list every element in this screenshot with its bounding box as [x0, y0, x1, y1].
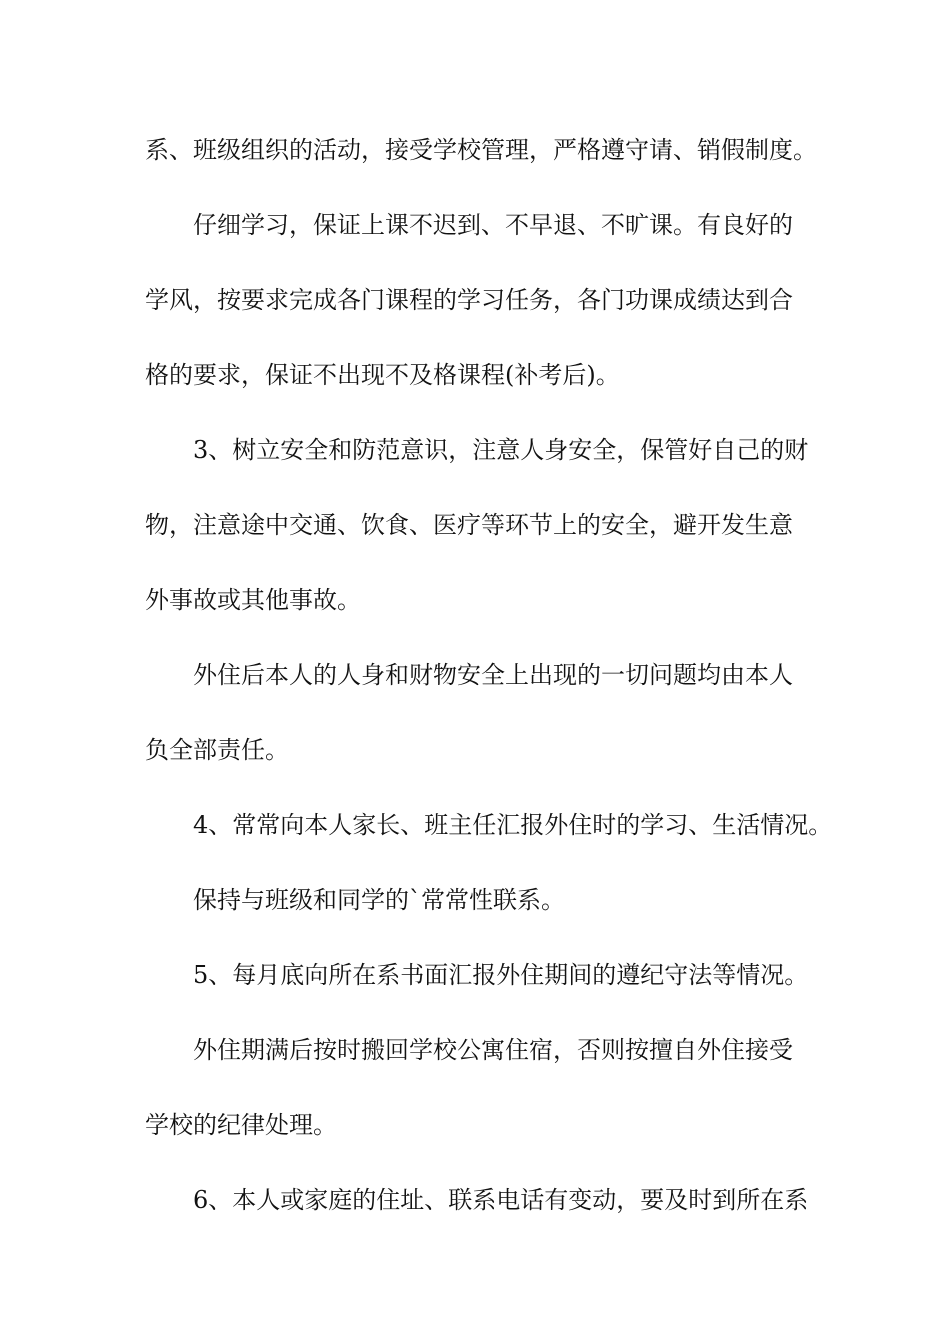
text-line: 格的要求，保证不出现不及格课程(补考后)。	[145, 361, 620, 389]
text-line: 外住后本人的人身和财物安全上出现的一切问题均由本人	[193, 661, 793, 689]
text-line: 外事故或其他事故。	[145, 586, 361, 614]
text-line: 外住期满后按时搬回学校公寓住宿，否则按擅自外住接受	[193, 1036, 793, 1064]
text-line: 3、树立安全和防范意识，注意人身安全，保管好自己的财	[193, 436, 809, 464]
text-line: 保持与班级和同学的`常常性联系。	[193, 886, 565, 914]
text-line: 仔细学习，保证上课不迟到、不早退、不旷课。有良好的	[193, 211, 793, 239]
text-line: 学校的纪律处理。	[145, 1111, 337, 1139]
text-line: 负全部责任。	[145, 736, 289, 764]
text-line: 系、班级组织的活动，接受学校管理，严格遵守请、销假制度。	[145, 136, 817, 164]
text-line: 5、每月底向所在系书面汇报外住期间的遵纪守法等情况。	[193, 961, 809, 989]
text-line: 4、常常向本人家长、班主任汇报外住时的学习、生活情况。	[193, 811, 833, 839]
text-line: 物，注意途中交通、饮食、医疗等环节上的安全，避开发生意	[145, 511, 793, 539]
text-line: 学风，按要求完成各门课程的学习任务，各门功课成绩达到合	[145, 286, 793, 314]
text-line: 6、本人或家庭的住址、联系电话有变动，要及时到所在系	[193, 1186, 809, 1214]
